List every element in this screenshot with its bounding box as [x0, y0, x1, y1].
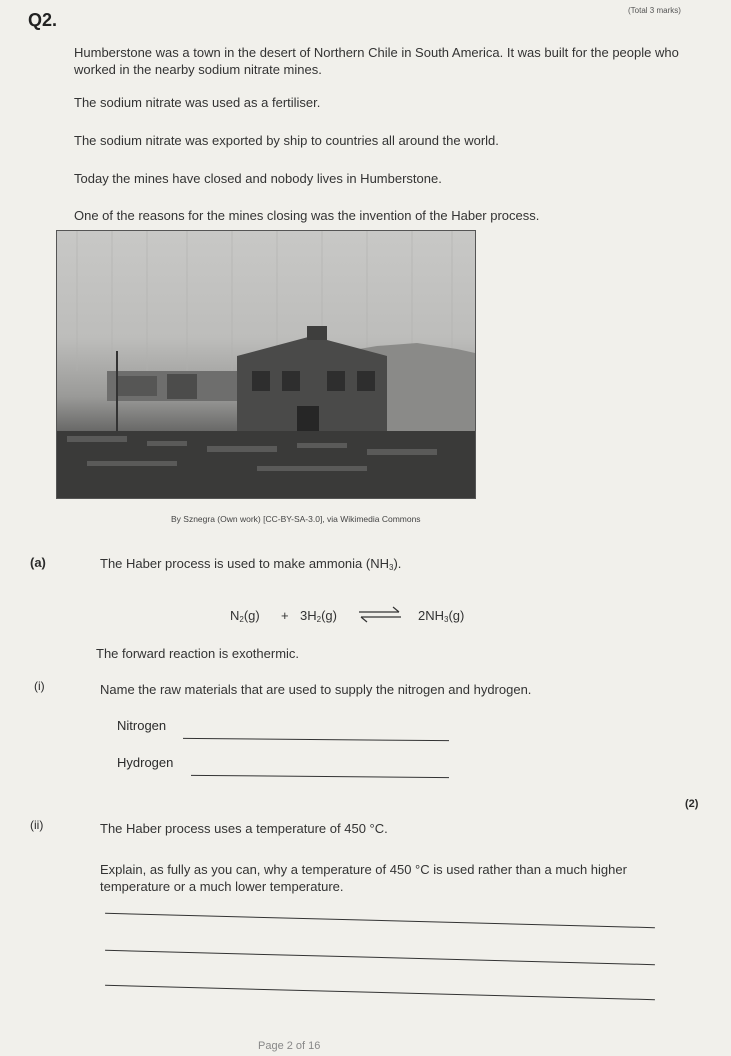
hydrogen-label: Hydrogen [117, 755, 174, 770]
equilibrium-arrow-icon [357, 606, 403, 624]
explain-answer-line-3[interactable] [105, 985, 655, 1000]
part-ii-label: (ii) [30, 818, 44, 832]
n2-symbol: N [230, 608, 240, 623]
part-i-marks: (2) [685, 798, 699, 810]
part-ii-question: The Haber process uses a temperature of 450 °C. [100, 821, 388, 836]
n2-state: (g) [243, 608, 260, 623]
nitrogen-label: Nitrogen [117, 718, 167, 733]
part-a-subscript: 3 [389, 563, 394, 572]
part-i-label: (i) [34, 679, 45, 693]
part-i-question: Name the raw materials that are used to supply the nitrogen and hydrogen. [100, 682, 532, 697]
exothermic-statement: The forward reaction is exothermic. [96, 646, 300, 661]
equation-reactant-2 [300, 608, 337, 624]
nh3-subscript: 3 [444, 615, 449, 624]
question-number: Q2. [28, 10, 58, 30]
part-a-text-before: The Haber process is used to make ammonia (NH [100, 556, 390, 571]
hydrogen-answer-line[interactable] [191, 775, 449, 778]
intro-paragraph-5: One of the reasons for the mines closing was the invention of the Haber process. [74, 208, 540, 223]
explain-answer-line-1[interactable] [105, 913, 655, 928]
n2-subscript: 2 [239, 615, 244, 624]
total-marks: (Total 3 marks) [628, 6, 681, 15]
nitrogen-answer-line[interactable] [183, 738, 449, 741]
equation-product [418, 608, 464, 624]
intro-paragraph-2: The sodium nitrate was used as a fertiliser. [74, 95, 321, 110]
h2-symbol: 3H [300, 608, 317, 623]
nh3-state: (g) [448, 608, 465, 623]
explain-answer-line-2[interactable] [105, 950, 655, 965]
intro-paragraph-4: Today the mines have closed and nobody lives in Humberstone. [74, 171, 442, 186]
h2-subscript: 2 [316, 615, 322, 624]
equation-reactant-1 [230, 608, 260, 624]
nh3-symbol: 2NH [418, 608, 445, 623]
part-a-text [100, 555, 401, 576]
intro-paragraph-3: The sodium nitrate was exported by ship to countries all around the world. [74, 133, 499, 148]
part-a-text-after: ). [393, 556, 402, 571]
part-a-label: (a) [30, 555, 46, 570]
part-ii-explain: Explain, as fully as you can, why a temperature of 450 °C is used rather than a much higher temperature or a much lower temperature. [100, 862, 627, 894]
page-number: Page 2 of 16 [258, 1040, 321, 1052]
intro-paragraph-1: Humberstone was a town in the desert of Northern Chile in South America. It was built for the people who worked in the nearby sodium nitrate mines. [74, 45, 679, 77]
humberstone-photo [56, 230, 476, 499]
h2-state: (g) [321, 608, 337, 623]
photo-credit: By Sznegra (Own work) [CC-BY-SA-3.0], via Wikimedia Commons [171, 514, 421, 524]
equation-plus: + [281, 608, 289, 623]
photo-illustration [57, 231, 475, 498]
